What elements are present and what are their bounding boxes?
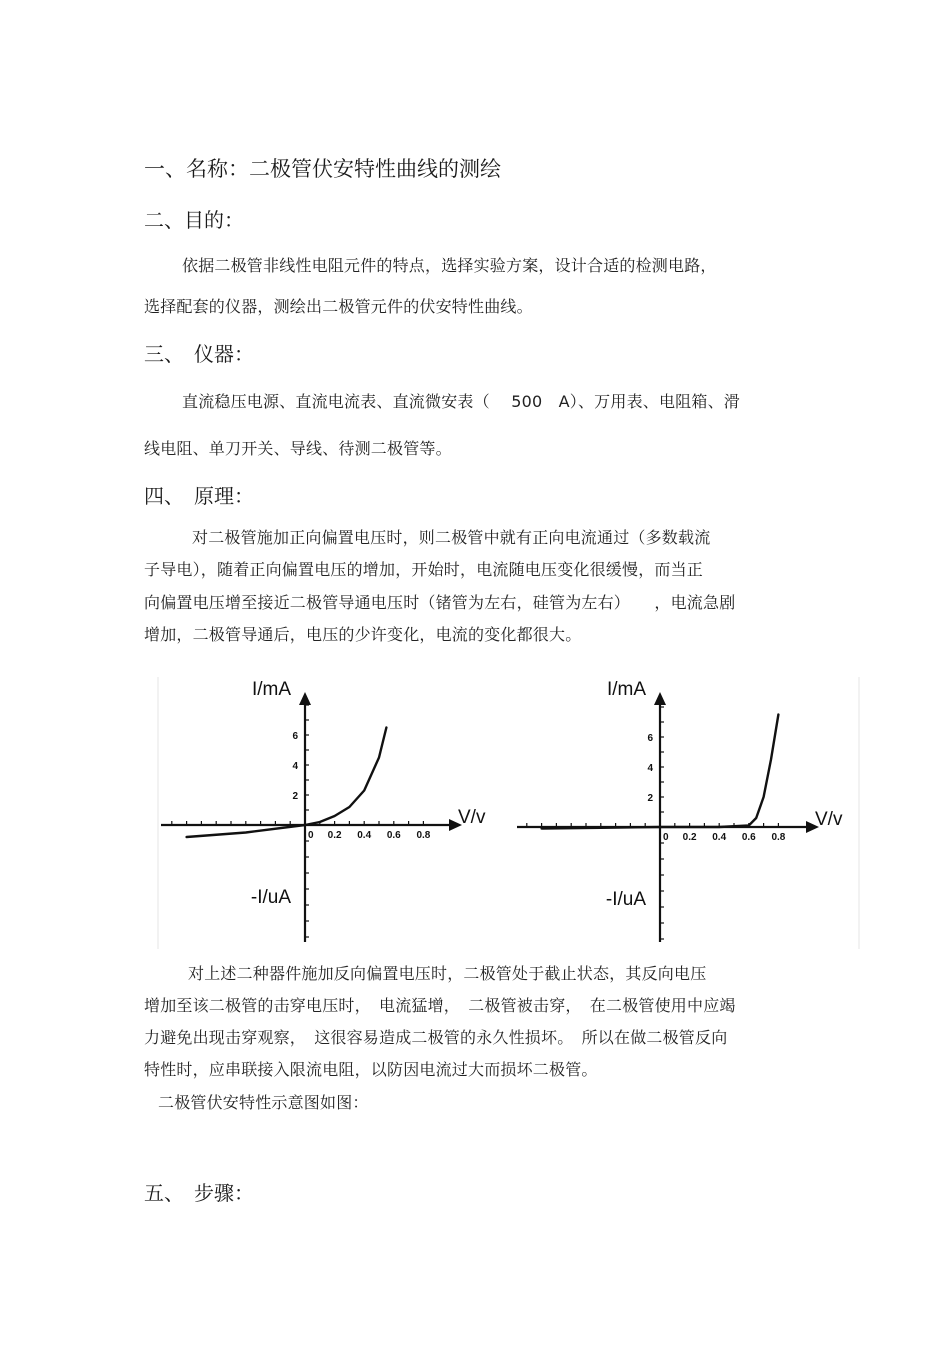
x-tick-label: 0.8 (771, 832, 786, 843)
y-tick-label: 4 (647, 763, 653, 774)
section-4-title: 四、 原理： (144, 484, 254, 508)
y-tick-label: 2 (647, 793, 653, 804)
section-5-title: 五、 步骤： (144, 1181, 254, 1205)
purpose-line-1: 依据二极管非线性电阻元件的特点，选择实验方案，设计合适的检测电路， (182, 256, 717, 275)
principle-p2-line-2: 增加至该二极管的击穿电压时， 电流猛增， 二极管被击穿， 在二极管使用中应竭 (144, 996, 736, 1015)
y-tick-label: 4 (292, 761, 298, 772)
chart-silicon (517, 679, 843, 942)
principle-p2-line-4: 特性时，应串联接入限流电阻，以防因电流过大而损坏二极管。 (144, 1060, 598, 1079)
x-tick-label: 0.2 (682, 832, 697, 843)
principle-p2-line-1: 对上述二种器件施加反向偏置电压时，二极管处于截止状态，其反向电压 (188, 964, 707, 983)
y-axis-label: I/mA (251, 679, 291, 700)
iv-charts-svg (157, 677, 860, 949)
x-tick-label: 0.6 (741, 832, 756, 843)
x-tick-label: 0.8 (416, 830, 431, 841)
y-tick-label: 6 (647, 733, 653, 744)
x-axis-label: V/v (458, 807, 486, 828)
x-tick-label: 0 (663, 832, 669, 843)
y-tick-label: 2 (292, 791, 298, 802)
chart-germanium (161, 679, 486, 942)
section-3-title: 三、 仪器： (144, 342, 254, 366)
x-tick-label: 0.2 (327, 830, 342, 841)
principle-p2-line-3: 力避免出现击穿观察， 这很容易造成二极管的永久性损坏。 所以在做二极管反向 (144, 1028, 728, 1047)
y-axis-arrow (299, 692, 311, 705)
instruments-line-2: 线电阻、单刀开关、导线、待测二极管等。 (144, 439, 452, 458)
negative-y-axis-label: -I/uA (250, 887, 291, 908)
iv-characteristic-figure (157, 677, 860, 949)
principle-p1-line-2: 子导电），随着正向偏置电压的增加，开始时，电流随电压变化很缓慢，而当正 (144, 560, 704, 579)
instruments-line-1: 直流稳压电源、直流电流表、直流微安表（ 500 A）、万用表、电阻箱、滑 (182, 392, 740, 411)
purpose-line-2: 选择配套的仪器，测绘出二极管元件的伏安特性曲线。 (144, 297, 533, 316)
x-tick-label: 0.6 (386, 830, 401, 841)
principle-p1-line-4: 增加，二极管导通后，电压的少许变化，电流的变化都很大。 (144, 625, 582, 644)
principle-p1-line-3: 向偏置电压增至接近二极管导通电压时（锗管为左右，硅管为左右） ，电流急剧 (144, 593, 736, 612)
negative-y-axis-label: -I/uA (605, 889, 646, 910)
y-axis-label: I/mA (606, 679, 646, 700)
y-tick-label: 6 (292, 731, 298, 742)
x-axis-label: V/v (815, 809, 843, 830)
x-tick-label: 0.4 (357, 830, 372, 841)
x-tick-label: 0.4 (712, 832, 727, 843)
y-axis-arrow (654, 692, 666, 705)
series-line (187, 728, 387, 838)
diagram-caption: 二极管伏安特性示意图如图： (158, 1093, 369, 1112)
x-tick-label: 0 (308, 830, 314, 841)
principle-p1-line-1: 对二极管施加正向偏置电压时，则二极管中就有正向电流通过（多数载流 (192, 528, 711, 547)
section-2-title: 二、目的： (144, 208, 244, 232)
section-1-title: 一、名称：二极管伏安特性曲线的测绘 (144, 157, 501, 181)
